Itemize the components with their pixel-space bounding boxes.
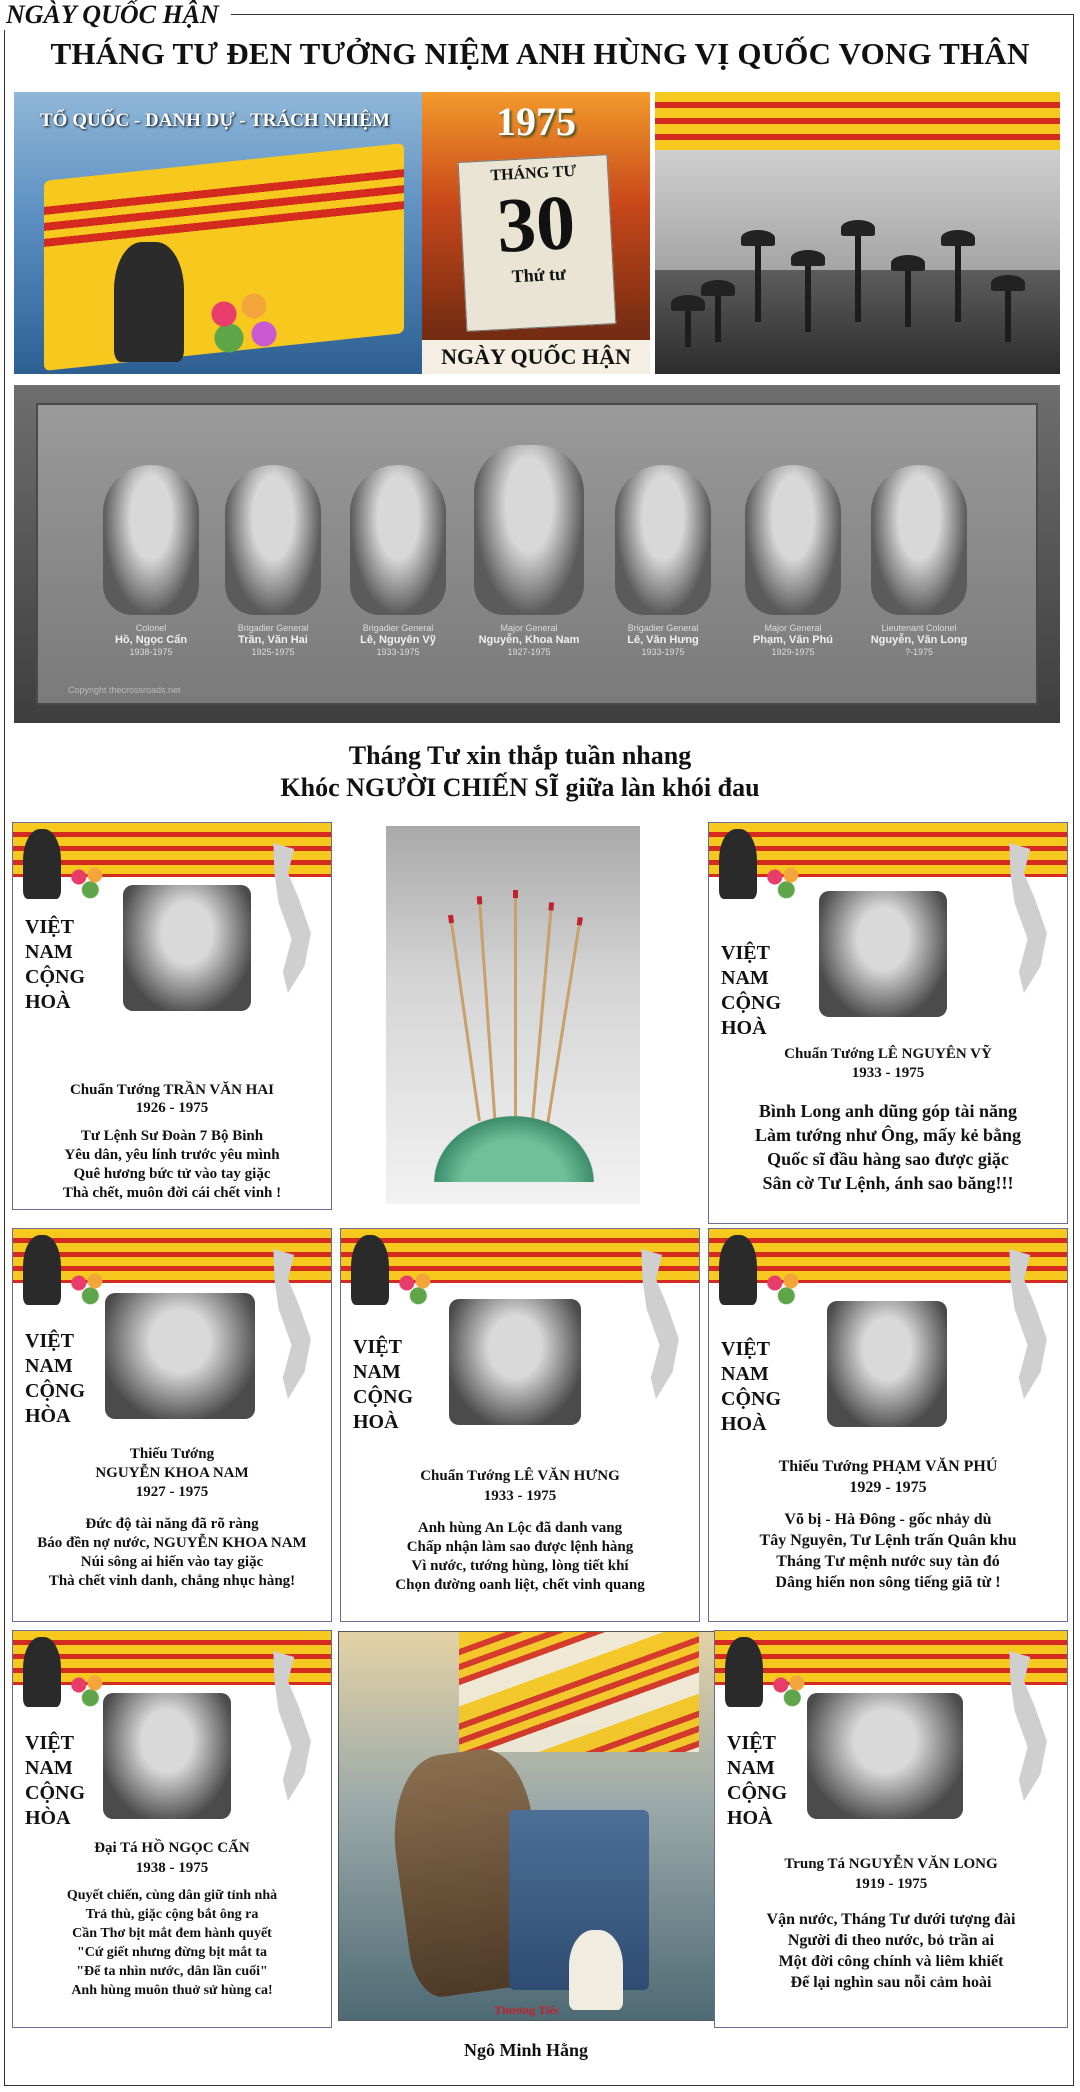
board-portrait: Lieutenant Colonel Nguyễn, Văn Long ?-1975: [864, 465, 974, 658]
year-text: 1975: [496, 99, 576, 144]
board-portrait: Brigadier General Trần, Văn Hai 1925-1975: [218, 465, 328, 658]
flower-icon: [761, 861, 807, 901]
officer-rank: Thiếu Tướng: [129, 1446, 215, 1462]
officer-photo: [103, 1693, 231, 1819]
memorial-card: [708, 1228, 1068, 1622]
flower-bouquet: [194, 282, 294, 362]
statue-silhouette: [114, 242, 184, 362]
officer-name: Chuẩn Tướng LÊ NGUYÊN VỸ: [784, 1046, 992, 1062]
calendar-weekday: Thứ tư: [511, 263, 567, 287]
helmet-rifle-icon: [855, 232, 861, 322]
board-portrait: Brigadier General Lê, Văn Hưng 1933-1975: [608, 465, 718, 658]
memorial-card: [714, 1630, 1068, 2028]
memorial-card: [12, 822, 332, 1210]
officer-poem: Anh hùng An Lộc đã danh vang Chấp nhận làm sao được lệnh hàng Vì nước, tướng hùng, lòng tiết khí Chọn đường oanh liệt, chết vinh quang: [395, 1520, 645, 1593]
memorial-card: [12, 1630, 332, 2028]
motto-text: TỔ QUỐC - DANH DỰ - TRÁCH NHIỆM: [40, 110, 390, 131]
helmet-rifle-icon: [905, 267, 911, 327]
memorial-field-banner: [655, 92, 1060, 374]
soldier-statue-icon: [23, 829, 61, 899]
board-portrait: Major General Nguyễn, Khoa Nam 1927-1975: [474, 445, 584, 658]
officer-years: 1933 - 1975: [483, 1488, 557, 1504]
officer-years: 1926 - 1975: [135, 1100, 209, 1116]
calendar-banner: [422, 92, 650, 374]
officer-years: 1938 - 1975: [135, 1860, 209, 1876]
flower-icon: [761, 1267, 807, 1307]
flower-icon: [393, 1267, 439, 1307]
country-label: VIỆT NAM CỘNG HOÀ: [353, 1336, 413, 1433]
officer-name: Thiếu Tướng PHẠM VĂN PHÚ: [778, 1458, 998, 1475]
verse-line-1: Tháng Tư xin thắp tuần nhang: [348, 741, 692, 770]
country-label: VIỆT NAM CỘNG HOÀ: [727, 1732, 787, 1829]
officer-photo: [123, 885, 251, 1011]
child-figure: [569, 1930, 623, 2010]
officer-years: 1927 - 1975: [135, 1484, 209, 1500]
officer-name: Chuẩn Tướng LÊ VĂN HƯNG: [420, 1468, 620, 1484]
soldier-statue-icon: [719, 1235, 757, 1305]
helmet-rifle-icon: [1005, 287, 1011, 342]
officer-poem: Võ bị - Hà Đông - gốc nhảy dù Tây Nguyên, Tư Lệnh trấn Quân khu Tháng Tư mệnh nước suy tàn đó Dâng hiến non sông tiếng giã từ !: [759, 1511, 1017, 1591]
soldier-statue-icon: [719, 829, 757, 899]
officer-years: 1919 - 1975: [854, 1876, 928, 1892]
board-portrait: Brigadier General Lê, Nguyên Vỹ 1933-1975: [343, 465, 453, 658]
author-name: Ngô Minh Hằng: [463, 2040, 589, 2060]
calendar-day: 30: [494, 178, 578, 270]
officer-poem: Tư Lệnh Sư Đoàn 7 Bộ Binh Yêu dân, yêu lính trước yêu mình Quê hương bức tử vào tay giặc Thà chết, muôn đời cái chết vinh !: [62, 1128, 282, 1201]
helmet-rifle-icon: [805, 262, 811, 332]
memorial-card: [12, 1228, 332, 1622]
soldier-statue-icon: [23, 1235, 61, 1305]
verse-line-2: Khóc NGƯỜI CHIẾN SĨ giữa làn khói đau: [280, 773, 760, 802]
memorial-card: [708, 822, 1068, 1224]
officer-poem: Bình Long anh dũng góp tài năng Làm tướng như Ông, mấy kẻ bằng Quốc sĩ đầu hàng sao được giặc Sân cờ Tư Lệnh, ánh sao băng!!!: [754, 1101, 1022, 1193]
page-title: THÁNG TƯ ĐEN TƯỞNG NIỆM ANH HÙNG VỊ QUỐC VONG THÂN: [50, 36, 1030, 71]
officer-years: 1929 - 1975: [849, 1479, 927, 1496]
flag-banner: [14, 92, 422, 374]
country-label: VIỆT NAM CỘNG HOÀ: [721, 1338, 781, 1435]
copyright-text: Copyright thecrossroads.net: [68, 685, 181, 695]
country-label: VIỆT NAM CỘNG HOÀ: [25, 916, 85, 1013]
officer-name: Đại Tá HỒ NGỌC CẨN: [94, 1840, 250, 1856]
officer-years: 1933 - 1975: [851, 1065, 925, 1081]
officer-photo: [807, 1693, 963, 1819]
board-portrait: Colonel Hồ, Ngọc Cẩn 1938-1975: [96, 465, 206, 658]
soldier-statue-icon: [725, 1637, 763, 1707]
country-label: VIỆT NAM CỘNG HÒA: [25, 1330, 85, 1427]
painting-caption: Thương Tiếc: [494, 2003, 560, 2017]
portrait-board: [14, 385, 1060, 723]
flower-icon: [65, 861, 111, 901]
helmet-rifle-icon: [685, 307, 691, 347]
lotus-holder: [434, 1116, 594, 1182]
officer-poem: Quyết chiến, cùng dân giữ tỉnh nhà Trả thù, giặc cộng bắt ông ra Cần Thơ bịt mắt đem hành quyết "Cứ giết nhưng đừng bịt mắt ta "Để ta nhìn nước, dân lần cuối" Anh hùng muôn thuở sử hùng ca!: [66, 1888, 278, 1998]
officer-poem: Vận nước, Tháng Tư dưới tượng đài Người đi theo nước, bỏ trần ai Một đời công chính và liêm khiết Để lại nghìn sau nỗi cảm hoài: [766, 1911, 1016, 1991]
memorial-painting: [338, 1631, 716, 2021]
board-portrait: Major General Phạm, Văn Phú 1929-1975: [738, 465, 848, 658]
calendar-month: THÁNG TƯ: [490, 162, 577, 185]
header-tag: NGÀY QUỐC HẬN: [0, 0, 231, 30]
officer-name: NGUYỄN KHOA NAM: [95, 1465, 249, 1481]
memorial-card: [340, 1228, 700, 1622]
soldier-statue-icon: [351, 1235, 389, 1305]
country-label: VIỆT NAM CỘNG HOÀ: [721, 942, 781, 1039]
calendar-page: [458, 154, 617, 332]
flag-stripes: [655, 92, 1060, 150]
officer-photo: [449, 1299, 581, 1425]
helmet-rifle-icon: [955, 242, 961, 322]
officer-photo: [827, 1301, 947, 1427]
country-label: VIỆT NAM CỘNG HÒA: [25, 1732, 85, 1829]
soldier-statue-icon: [23, 1637, 61, 1707]
helmet-rifle-icon: [715, 292, 721, 342]
officer-poem: Đức độ tài năng đã rõ ràng Báo đền nợ nước, NGUYỄN KHOA NAM Núi sông ai hiến vào tay giặc Thà chết vinh danh, chẳng nhục hàng!: [37, 1516, 307, 1589]
helmet-rifle-icon: [755, 242, 761, 322]
officer-name: Trung Tá NGUYỄN VĂN LONG: [784, 1856, 998, 1872]
officer-photo: [105, 1293, 255, 1419]
calendar-caption: NGÀY QUỐC HẬN: [422, 340, 650, 374]
incense-image: [386, 826, 640, 1204]
officer-photo: [819, 891, 947, 1017]
officer-name: Chuẩn Tướng TRẦN VĂN HAI: [69, 1082, 275, 1098]
verse-header: [0, 740, 1040, 804]
